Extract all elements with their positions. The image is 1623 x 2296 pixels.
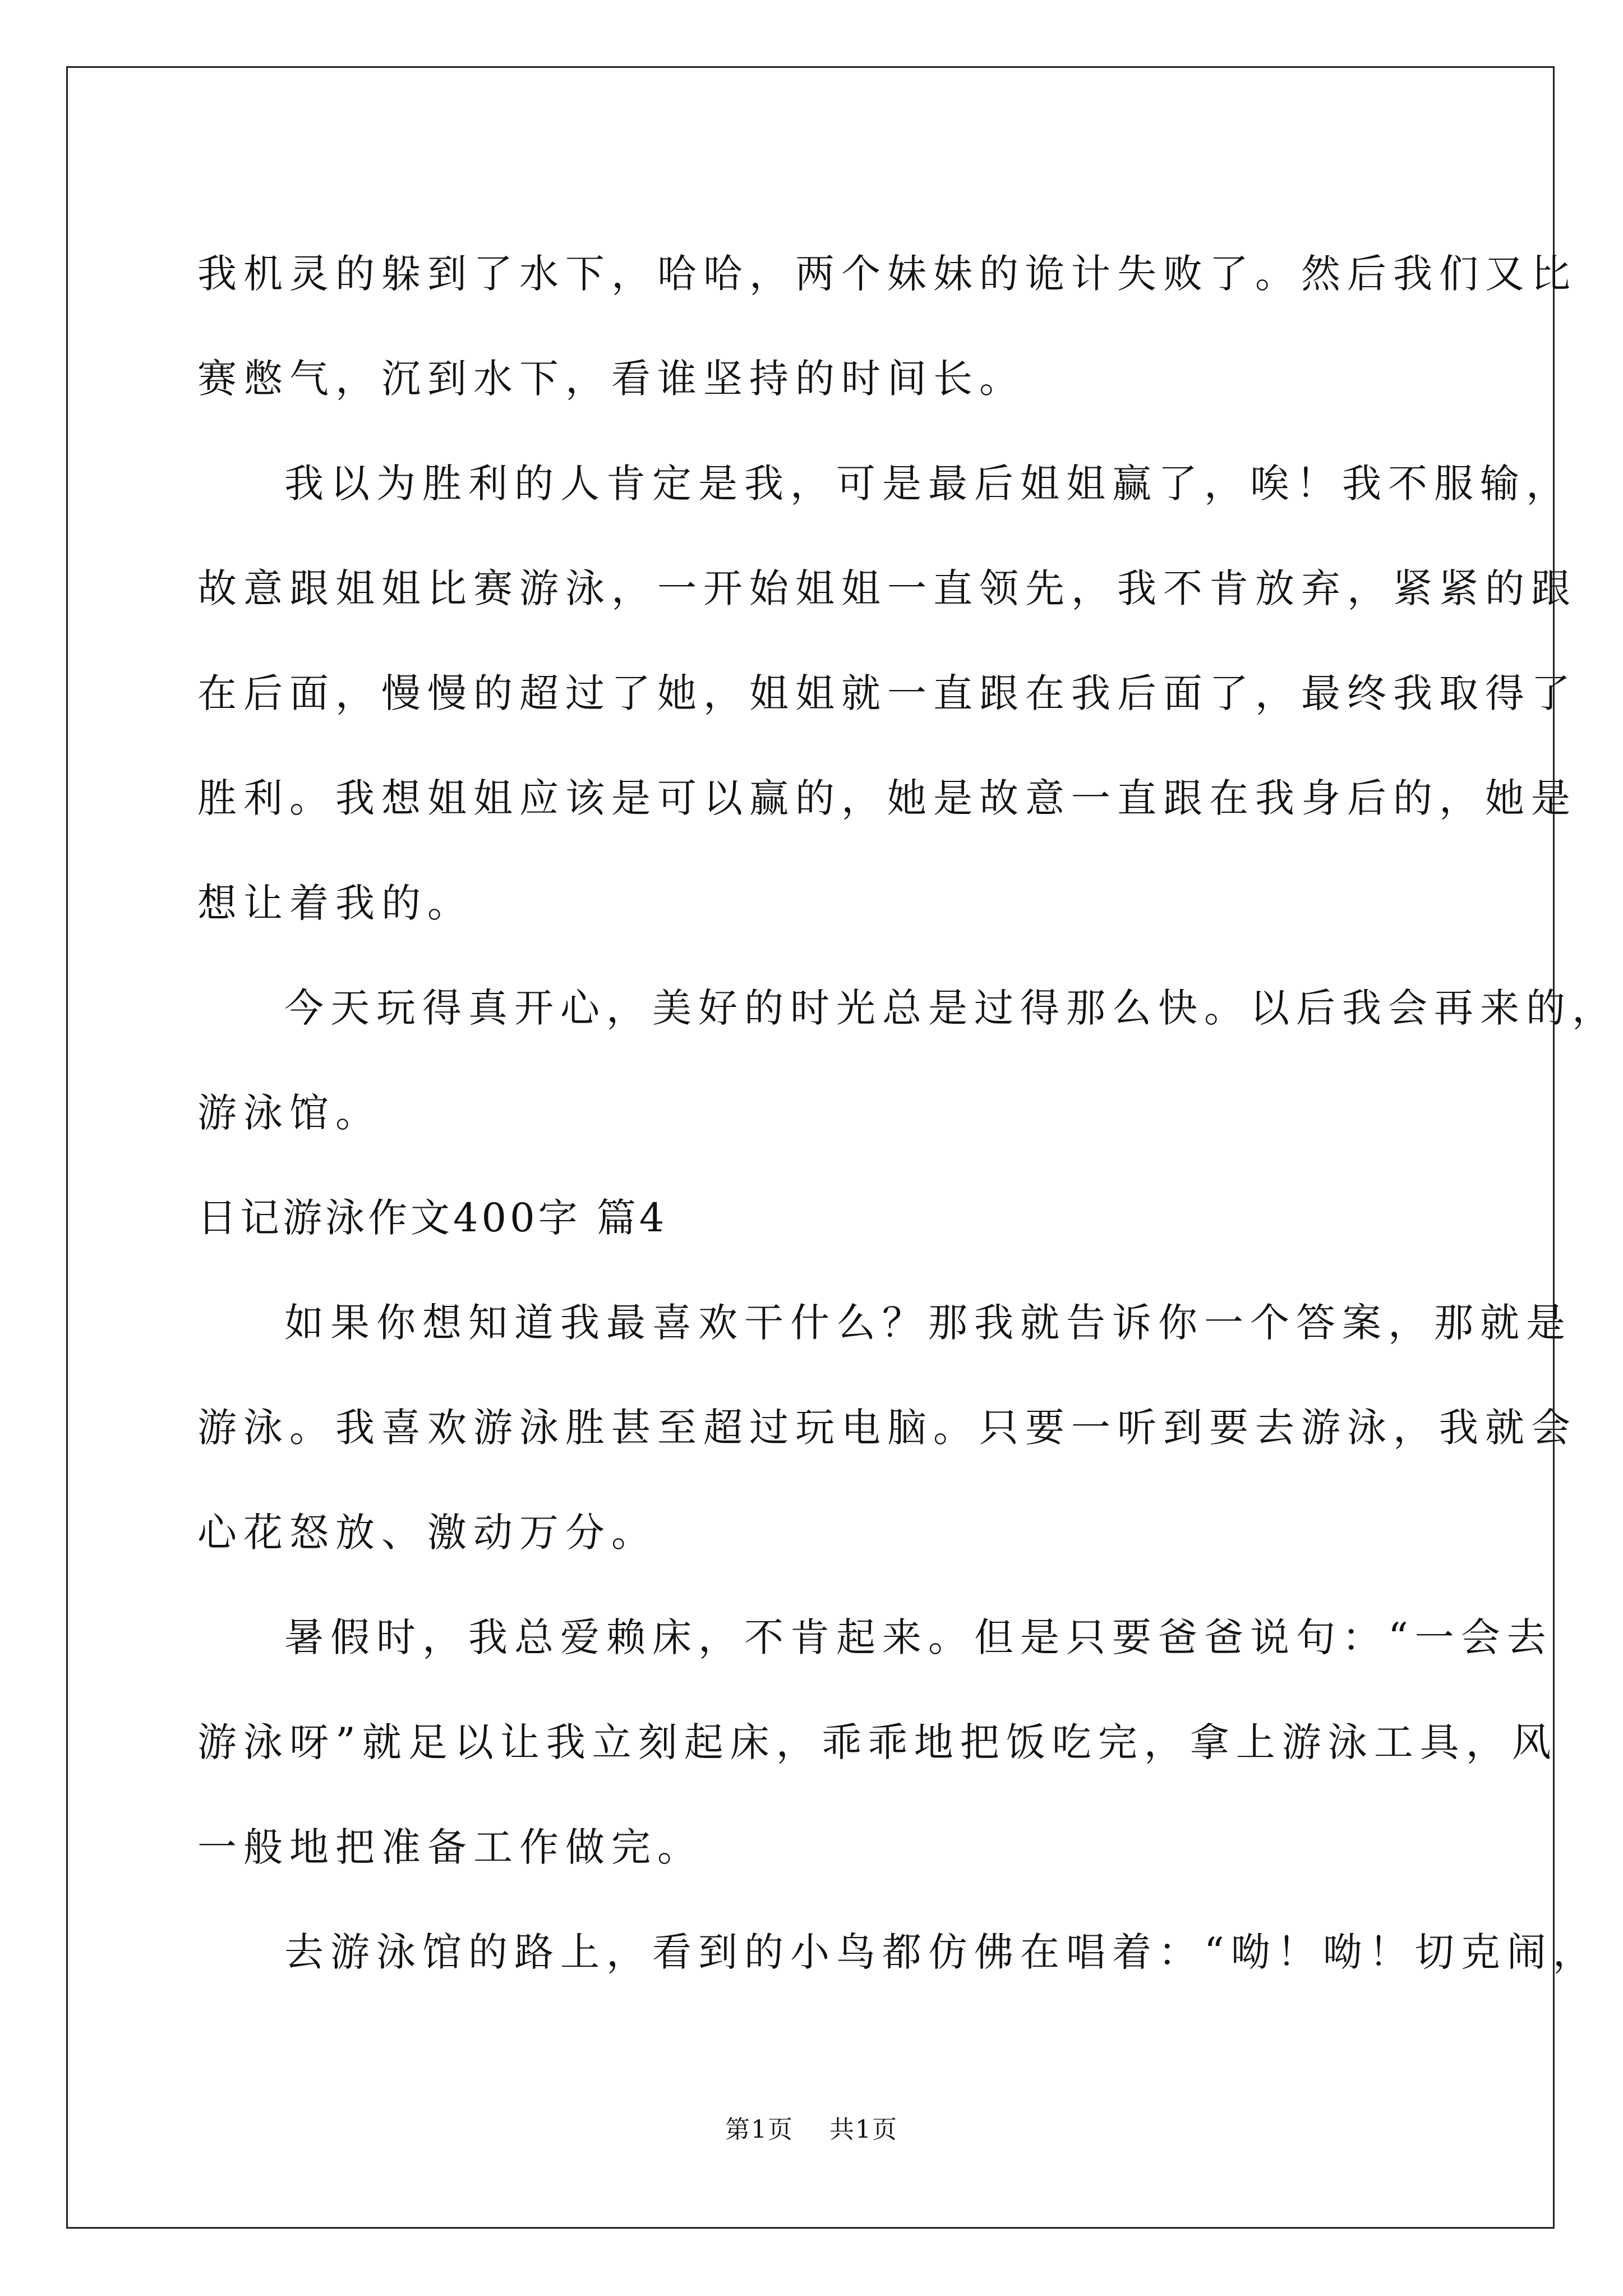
paragraph-start: 今天玩得真开心，美好的时光总是过得那么快。以后我会再来的， bbox=[284, 985, 1618, 1031]
text-line: 游泳呀”就足以让我立刻起床，乖乖地把饭吃完，拿上游泳工具，风 bbox=[197, 1719, 1558, 1765]
text-line: 赛憋气，沉到水下，看谁坚持的时间长。 bbox=[197, 356, 1025, 402]
paragraph-start: 去游泳馆的路上，看到的小鸟都仿佛在唱着：“呦！呦！切克闹， bbox=[284, 1929, 1599, 1975]
text-line: 心花怒放、激动万分。 bbox=[197, 1510, 657, 1556]
document-body bbox=[197, 222, 1618, 2005]
section-heading: 日记游泳作文400字 篇4 bbox=[197, 1195, 668, 1241]
page-number-footer: 第1页 共1页 bbox=[725, 2115, 898, 2144]
text-line: 想让着我的。 bbox=[197, 880, 473, 926]
paragraph-start: 我以为胜利的人肯定是我，可是最后姐姐赢了，唉！我不服输， bbox=[284, 461, 1572, 507]
text-line: 故意跟姐姐比赛游泳，一开始姐姐一直领先，我不肯放弃，紧紧的跟 bbox=[197, 565, 1577, 611]
paragraph-start: 暑假时，我总爱赖床，不肯起来。但是只要爸爸说句：“一会去 bbox=[284, 1614, 1553, 1660]
text-line: 游泳。我喜欢游泳胜甚至超过玩电脑。只要一听到要去游泳，我就会 bbox=[197, 1405, 1577, 1451]
text-line: 一般地把准备工作做完。 bbox=[197, 1824, 703, 1870]
text-line: 在后面，慢慢的超过了她，姐姐就一直跟在我后面了，最终我取得了 bbox=[197, 670, 1577, 716]
text-line: 胜利。我想姐姐应该是可以赢的，她是故意一直跟在我身后的，她是 bbox=[197, 775, 1577, 821]
text-line: 我机灵的躲到了水下，哈哈，两个妹妹的诡计失败了。然后我们又比 bbox=[197, 251, 1577, 297]
text-line: 游泳馆。 bbox=[197, 1090, 381, 1136]
paragraph-start: 如果你想知道我最喜欢干什么？那我就告诉你一个答案，那就是 bbox=[284, 1300, 1572, 1346]
